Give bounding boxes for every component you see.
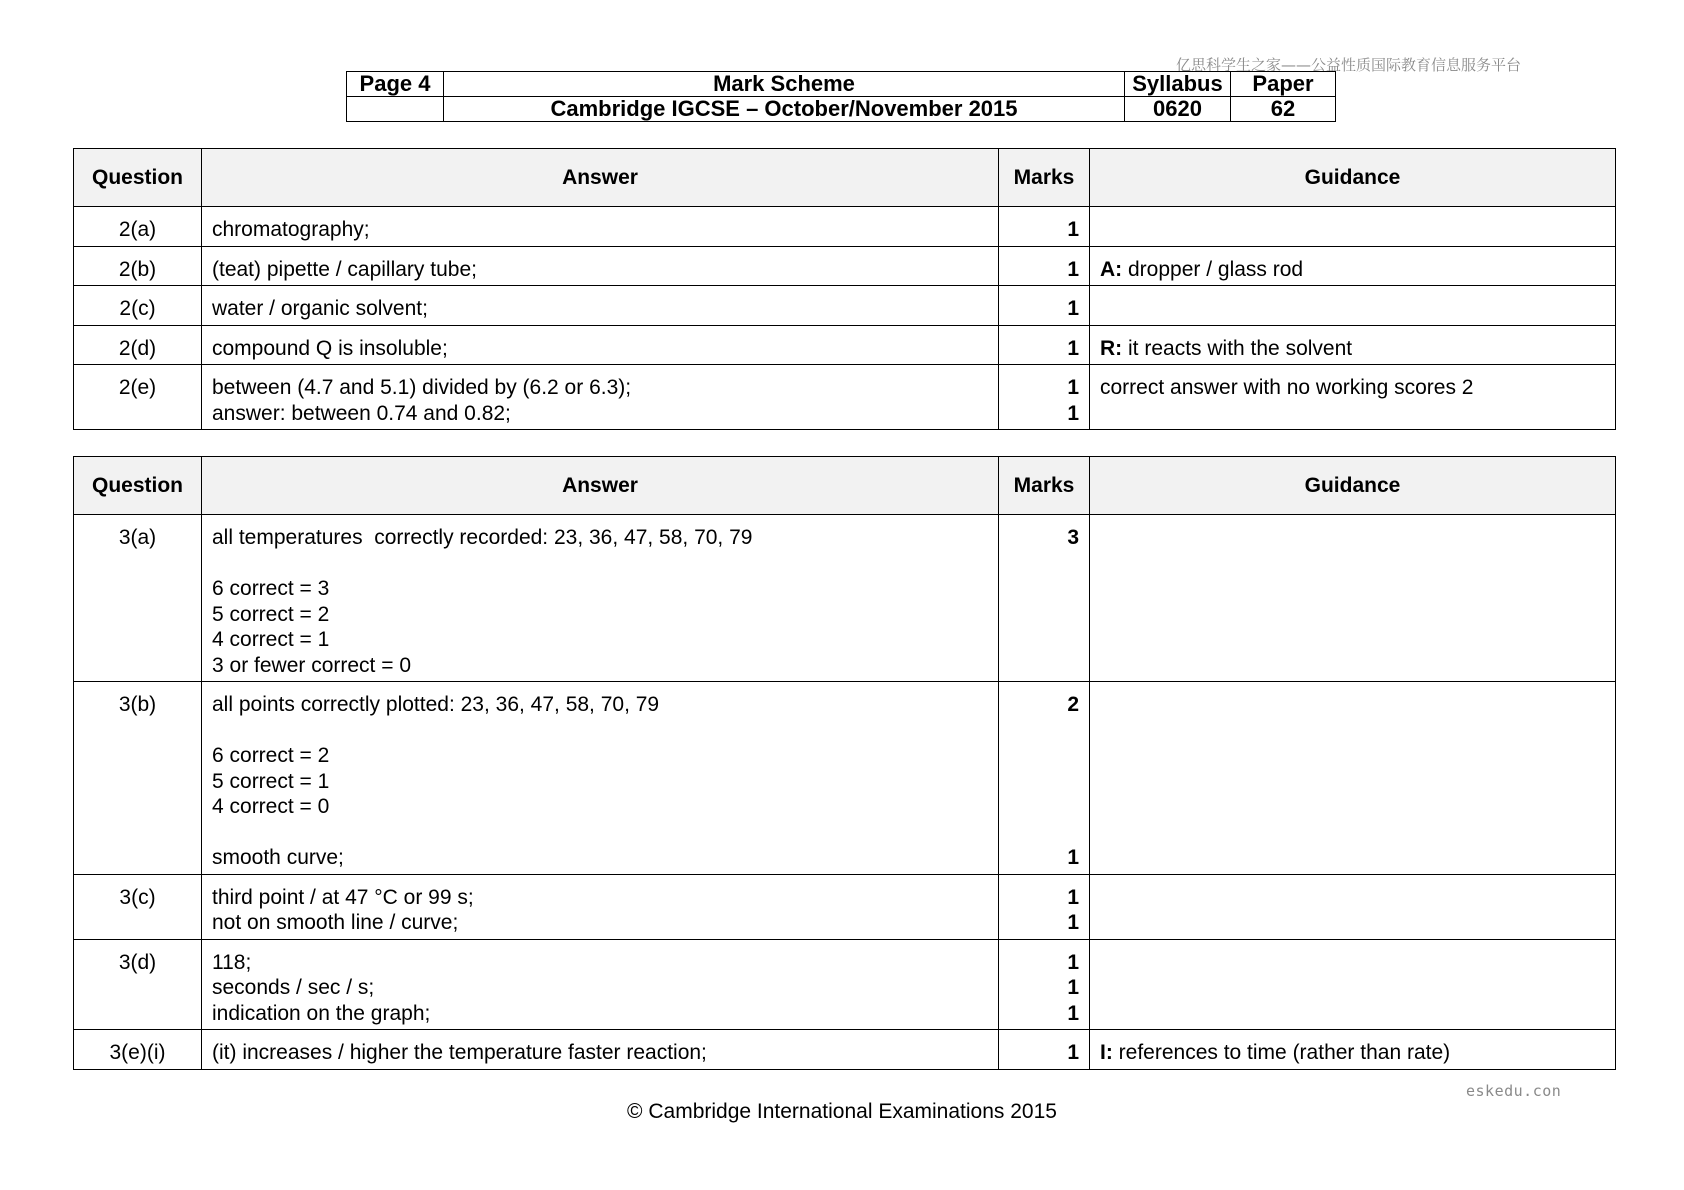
answer-line: 4 correct = 0: [212, 795, 330, 818]
answer-line: 118;: [212, 950, 252, 974]
page-number-blank: [347, 97, 444, 122]
question-number: 3(c): [74, 874, 202, 939]
marks-cell: [999, 365, 1090, 430]
paper-number: 62: [1231, 97, 1336, 122]
answer-cell: [202, 365, 999, 430]
guidance-cell: [1090, 682, 1616, 875]
guidance-cell: [1090, 207, 1616, 247]
guidance-text: dropper / glass rod: [1122, 257, 1304, 281]
table-row: [74, 325, 1616, 365]
question-number: 3(a): [74, 515, 202, 682]
marks-cell: [999, 1030, 1090, 1070]
mark-value: 2: [1067, 693, 1079, 716]
question-number: 3(d): [74, 939, 202, 1030]
document-title: Mark Scheme: [444, 72, 1125, 97]
guidance-text: it reacts with the solvent: [1122, 336, 1353, 360]
column-header-answer: Answer: [202, 149, 999, 207]
table-row: [74, 515, 1616, 682]
page-number: Page 4: [347, 72, 444, 97]
question-number: 2(a): [74, 207, 202, 247]
question-number: 3(b): [74, 682, 202, 875]
marks-cell: [999, 939, 1090, 1030]
mark-value: [1009, 820, 1079, 846]
syllabus-code: 0620: [1125, 97, 1231, 122]
guidance-cell: [1090, 874, 1616, 939]
answer-line: between (4.7 and 5.1) divided by (6.2 or 6.3);: [212, 376, 632, 399]
paper-label: Paper: [1231, 72, 1336, 97]
answer-cell: [202, 286, 999, 326]
watermark-text: 亿思科学生之家——公益性质国际教育信息服务平台: [1176, 56, 1522, 74]
marks-cell: [999, 325, 1090, 365]
site-watermark: eskedu.con: [1466, 1082, 1562, 1100]
answer-line: 4 correct = 1: [212, 628, 330, 651]
syllabus-label: Syllabus: [1125, 72, 1231, 97]
answer-line: chromatography;: [212, 218, 370, 241]
table-row: [74, 874, 1616, 939]
guidance-prefix: R:: [1100, 336, 1123, 360]
column-header-marks: Marks: [999, 149, 1090, 207]
column-header-answer: Answer: [202, 457, 999, 515]
mark-value: [1009, 743, 1079, 769]
answer-line: smooth curve;: [212, 846, 344, 869]
question-number: 2(e): [74, 365, 202, 430]
answer-line: (it) increases / higher the temperature faster reaction;: [212, 1041, 707, 1064]
answer-line: 5 correct = 1: [212, 769, 330, 793]
table-row: [74, 1030, 1616, 1070]
table-row: [74, 939, 1616, 1030]
answer-line: indication on the graph;: [212, 1001, 431, 1025]
column-header-question: Question: [74, 457, 202, 515]
guidance-prefix: A:: [1100, 257, 1123, 281]
guidance-cell: [1090, 325, 1616, 365]
mark-value: [1009, 794, 1079, 820]
guidance-cell: [1090, 939, 1616, 1030]
answer-line: [212, 820, 988, 846]
table-row: [74, 365, 1616, 430]
mark-value: 1: [1067, 297, 1079, 320]
page-header-table: [346, 71, 1336, 122]
guidance-text: correct answer with no working scores 2: [1100, 376, 1474, 399]
answer-line: seconds / sec / s;: [212, 976, 375, 999]
answer-line: 6 correct = 3: [212, 577, 330, 600]
answer-line: third point / at 47 °C or 99 s;: [212, 885, 474, 909]
marks-cell: [999, 874, 1090, 939]
column-header-guidance: Guidance: [1090, 457, 1616, 515]
mark-value: 1: [1067, 218, 1079, 241]
answer-cell: [202, 246, 999, 286]
mark-value: 1: [1067, 401, 1079, 425]
column-header-guidance: Guidance: [1090, 149, 1616, 207]
guidance-cell: [1090, 1030, 1616, 1070]
answer-cell: [202, 874, 999, 939]
mark-value: 1: [1067, 950, 1079, 974]
guidance-prefix: I:: [1100, 1041, 1113, 1064]
question-number: 2(d): [74, 325, 202, 365]
answer-line: all temperatures correctly recorded: 23, 36, 47, 58, 70, 79: [212, 526, 753, 549]
answer-line: (teat) pipette / capillary tube;: [212, 257, 477, 281]
marks-cell: [999, 515, 1090, 682]
mark-value: 1: [1067, 376, 1079, 399]
answer-cell: [202, 682, 999, 875]
guidance-text: references to time (rather than rate): [1112, 1041, 1451, 1064]
marks-cell: [999, 286, 1090, 326]
column-header-marks: Marks: [999, 457, 1090, 515]
answer-line: not on smooth line / curve;: [212, 911, 459, 934]
answer-line: compound Q is insoluble;: [212, 336, 448, 360]
answer-cell: [202, 325, 999, 365]
answer-cell: [202, 207, 999, 247]
answer-line: answer: between 0.74 and 0.82;: [212, 401, 511, 425]
answer-line: 3 or fewer correct = 0: [212, 653, 411, 677]
table-row: [74, 246, 1616, 286]
mark-value: 1: [1067, 911, 1079, 934]
mark-value: [1009, 769, 1079, 795]
marks-cell: [999, 682, 1090, 875]
mark-value: 1: [1067, 976, 1079, 999]
guidance-cell: [1090, 515, 1616, 682]
mark-value: 1: [1067, 1041, 1079, 1064]
answer-line: all points correctly plotted: 23, 36, 47, 58, 70, 79: [212, 693, 660, 716]
table-row: [74, 207, 1616, 247]
answer-cell: [202, 1030, 999, 1070]
table-row: [74, 286, 1616, 326]
guidance-cell: [1090, 365, 1616, 430]
column-header-question: Question: [74, 149, 202, 207]
mark-value: 1: [1067, 885, 1079, 909]
marks-cell: [999, 246, 1090, 286]
document-subtitle: Cambridge IGCSE – October/November 2015: [444, 97, 1125, 122]
mark-scheme-table-q2: [73, 148, 1616, 430]
marks-cell: [999, 207, 1090, 247]
mark-value: 1: [1067, 1001, 1079, 1025]
guidance-cell: [1090, 286, 1616, 326]
guidance-cell: [1090, 246, 1616, 286]
copyright-footer: © Cambridge International Examinations 2015: [627, 1100, 1057, 1123]
question-number: 2(b): [74, 246, 202, 286]
mark-value: 1: [1067, 846, 1079, 869]
mark-scheme-table-q3: [73, 456, 1616, 1070]
answer-line: 6 correct = 2: [212, 744, 330, 767]
question-number: 3(e)(i): [74, 1030, 202, 1070]
answer-line: [212, 718, 988, 744]
answer-cell: [202, 939, 999, 1030]
mark-value: 1: [1067, 257, 1079, 281]
answer-line: [212, 551, 988, 577]
answer-line: 5 correct = 2: [212, 602, 330, 626]
answer-cell: [202, 515, 999, 682]
question-number: 2(c): [74, 286, 202, 326]
table-row: [74, 682, 1616, 875]
mark-value: [1009, 718, 1079, 744]
answer-line: water / organic solvent;: [212, 297, 428, 320]
mark-value: 3: [1067, 526, 1079, 549]
mark-value: 1: [1067, 336, 1079, 360]
